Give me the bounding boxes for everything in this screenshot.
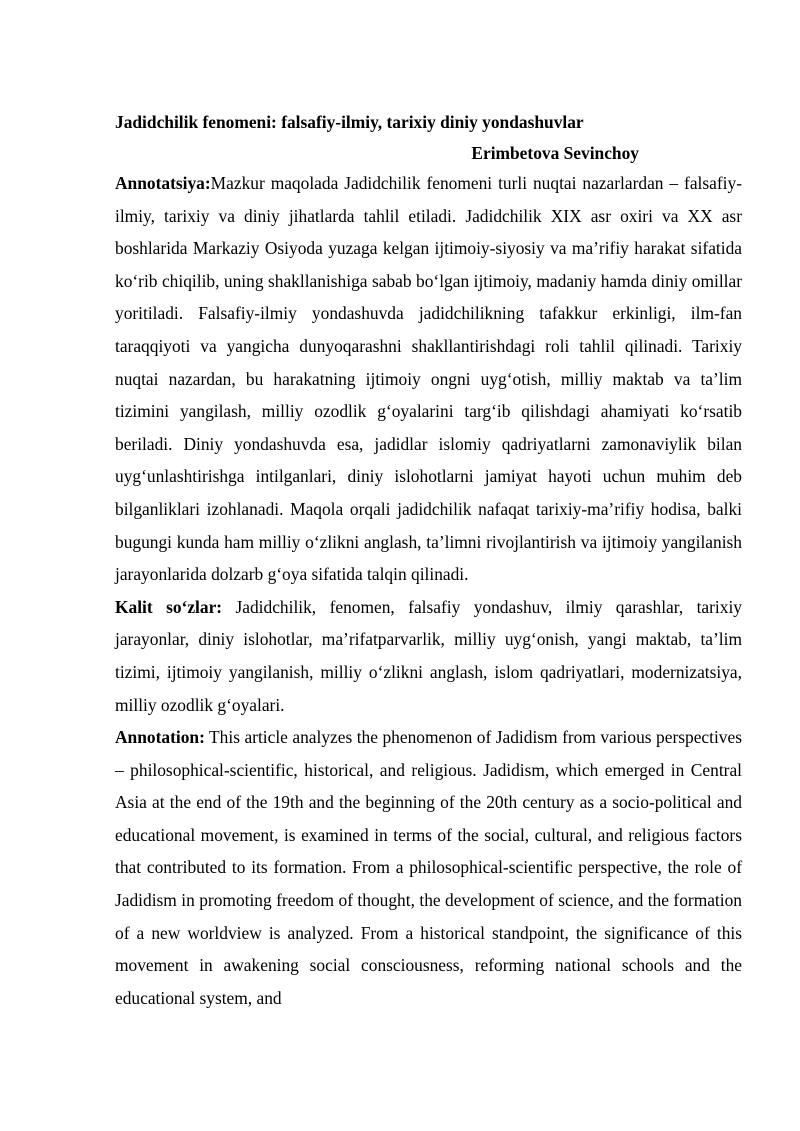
article-title: Jadidchilik fenomeni: falsafiy-ilmiy, tarixiy diniy yondashuvlar	[115, 112, 584, 132]
kalit-sozlar-text: Jadidchilik, fenomen, falsafiy yondashuv, ilmiy qarashlar, tarixiy jarayonlar, diniy islohotlar, ma’rifatparvarlik, milliy uyg‘onish, yangi maktab, ta’lim tizimi, ijtimoiy yangilanish, milliy o‘zlikni anglash, islom qadriyatlari, modernizatsiya, milliy ozodlik g‘oyalari.	[115, 596, 742, 715]
annotatsiya-text: Mazkur maqolada Jadidchilik fenomeni turli nuqtai nazarlardan – falsafiy-ilmiy, tarixiy va diniy jihatlarda tahlil etiladi. Jadidchilik XIX asr oxiri va XX asr boshlarida Markaziy Osiyoda yuzaga kelgan ijtimoiy-siyosiy va ma’rifiy harakat sifatida ko‘rib chiqilib, uning shakllanishiga sabab bo‘lgan ijtimoiy, madaniy hamda diniy omillar yoritiladi. Falsafiy-ilmiy yondashuvda jadidchilikning tafakkur erkinligi, ilm-fan taraqqiyoti va yangicha dunyoqarashni shakllantirishdagi roli tahlil qilinadi. Tarixiy nuqtai nazardan, bu harakatning ijtimoiy ongni uyg‘otish, milliy maktab va ta’lim tizimini yangilash, milliy ozodlik g‘oyalarini targ‘ib qilishdagi ahamiyati ko‘rsatib beriladi. Diniy yondashuvda esa, jadidlar islomiy qadriyatlarni zamonaviylik bilan uyg‘unlashtirishga intilganlari, diniy islohotlarni jamiyat hayoti uchun muhim deb bilganliklari izohlanadi. Maqola orqali jadidchilik nafaqat tarixiy-ma’rifiy hodisa, balki bugungi kunda ham milliy o‘zlikni anglash, ta’limni rivojlantirish va ijtimoiy yangilanish jarayonlarida dolzarb g‘oya sifatida talqin qilinadi.	[115, 173, 742, 585]
kalit-sozlar-label: Kalit so‘zlar:	[115, 596, 223, 617]
kalit-sozlar-paragraph	[115, 591, 742, 721]
annotatsiya-paragraph	[115, 167, 742, 591]
author-name: Erimbetova Sevinchoy	[471, 143, 639, 163]
annotation-label: Annotation:	[115, 727, 205, 748]
annotatsiya-label: Annotatsiya:	[115, 173, 211, 193]
annotation-paragraph	[115, 721, 742, 1014]
annotation-text: This article analyzes the phenomenon of Jadidism from various perspectives – philosophical-scientific, historical, and religious. Jadidism, which emerged in Central Asia at the end of the 19th and the beginning of the 20th century as a socio-political and educational movement, is examined in terms of the social, cultural, and religious factors that contributed to its formation. From a philosophical-scientific perspective, the role of Jadidism in promoting freedom of thought, the development of science, and the formation of a new worldview is analyzed. From a historical standpoint, the significance of this movement in awakening social consciousness, reforming national schools and the educational system, and	[115, 727, 742, 1008]
